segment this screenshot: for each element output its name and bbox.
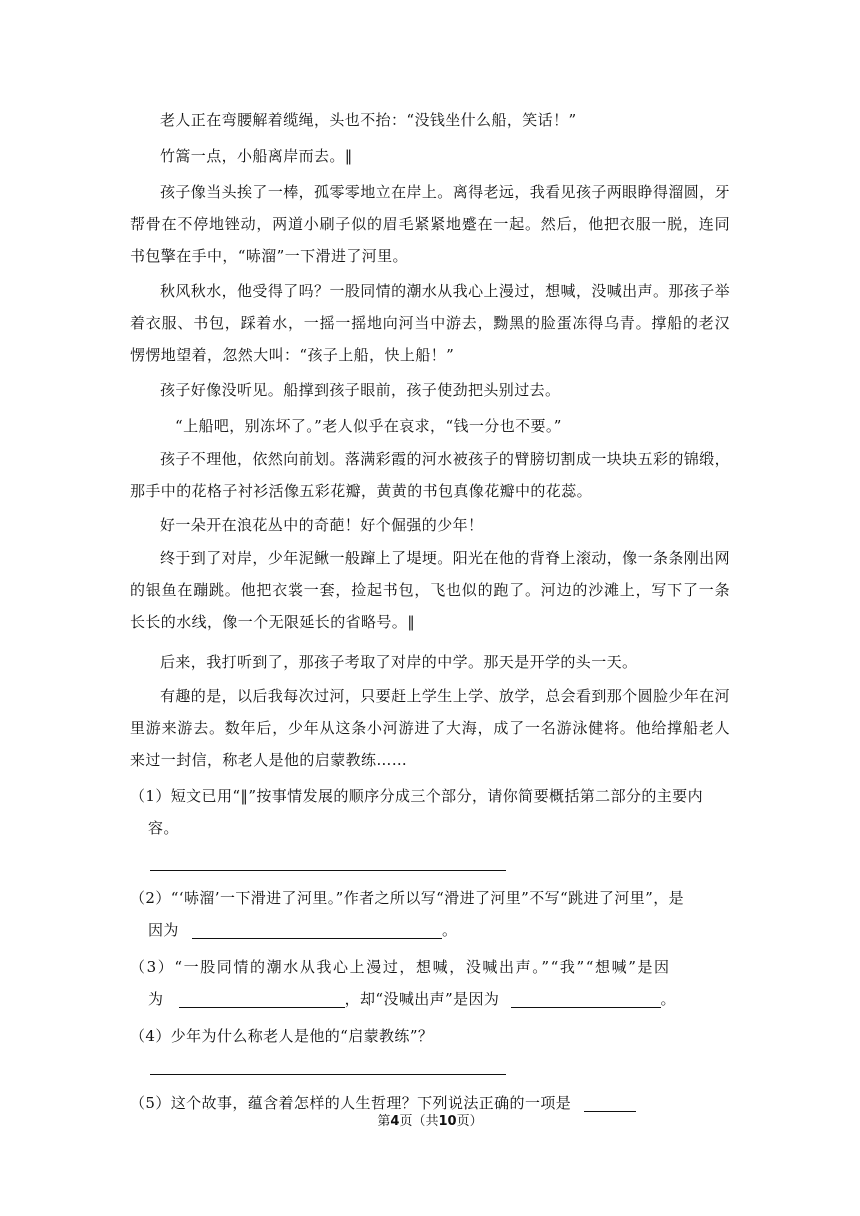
passage-paragraph-2: 竹篙一点，小船离岸而去。‖ [160, 147, 353, 165]
passage-paragraph-10: 后来，我打听到了，那孩子考取了对岸的中学。那天是开学的头一天。 [160, 653, 638, 671]
question-1-text-cont: 容。 [148, 819, 179, 837]
passage-paragraph-4: 秋风秋水，他受得了吗？一股同情的潮水从我心上漫过，想喊，没喊出声。那孩子举着衣服、书包，踩着水，一摇一摇地向河当中游去，黝黑的脸蛋冻得乌青。撑船的老汉愣愣地望着，忽然大叫：“孩子上船，快上船！” [130, 282, 730, 364]
question-3-period: 。 [660, 990, 676, 1008]
question-1-text: （1）短文已用“‖”按事情发展的顺序分成三个部分，请你简要概括第二部分的主要内 [130, 787, 703, 805]
passage-paragraph-6: “上船吧，别冻坏了。”老人似乎在哀求，“钱一分也不要。” [175, 417, 562, 435]
footer-suffix: 页） [456, 1114, 483, 1129]
question-5-text: （5）这个故事，蕴含着怎样的人生哲理？下列说法正确的一项是 [130, 1094, 572, 1112]
question-3-text-cont: 为 [148, 990, 164, 1008]
footer-prefix: 第 [377, 1114, 391, 1129]
passage-paragraph-3: 孩子像当头挨了一棒，孤零零地立在岸上。离得老远，我看见孩子两眼睁得溜圆，牙帮骨在不停地锉动，两道小刷子似的眉毛紧紧地蹙在一起。然后，他把衣服一脱，连同书包擎在手中，“哧溜”一下滑进了河里。 [130, 183, 730, 265]
answer-line-q4[interactable] [150, 1074, 506, 1075]
question-4 [130, 1020, 730, 1052]
passage-paragraph-1: 老人正在弯腰解着缆绳，头也不抬：“没钱坐什么船，笑话！” [160, 111, 577, 129]
question-4-text: （4）少年为什么称老人是他的“启蒙教练”？ [130, 1027, 434, 1045]
question-3-text: （3）“一股同情的潮水从我心上漫过，想喊，没喊出声。”“我”“想喊”是因 [130, 958, 671, 976]
passage-paragraph-9: 终于到了对岸，少年泥鳅一般蹿上了堤埂。阳光在他的背脊上滚动，像一条条刚出网的银鱼在蹦跳。他把衣裳一套，捡起书包，飞也似的跑了。河边的沙滩上，写下了一条长长的水线，像一个无限延长的省略号。‖ [130, 549, 730, 631]
answer-blank-q3a[interactable] [179, 989, 345, 1008]
question-2-text: （2）“‘哧溜’一下滑进了河里。”作者之所以写“滑进了河里”不写“跳进了河里”，是 [130, 889, 684, 907]
answer-blank-q2[interactable] [192, 920, 442, 939]
answer-line-q1[interactable] [150, 870, 506, 871]
page-footer [0, 1110, 860, 1129]
footer-total-pages: 10 [438, 1114, 457, 1129]
passage-paragraph-7: 孩子不理他，依然向前划。落满彩霞的河水被孩子的臂膀切割成一块块五彩的锦缎，那手中的花格子衬衫活像五彩花瓣，黄黄的书包真像花瓣中的花蕊。 [130, 450, 730, 500]
question-2 [130, 882, 730, 946]
footer-middle: 页（共 [399, 1114, 439, 1129]
question-2-period: 。 [441, 921, 458, 939]
question-1 [130, 780, 730, 844]
passage-paragraph-8: 好一朵开在浪花丛中的奇葩！好个倔强的少年！ [160, 516, 484, 534]
footer-page-number: 4 [390, 1114, 400, 1129]
answer-blank-q3b[interactable] [511, 989, 661, 1008]
passage-paragraph-11: 有趣的是，以后我每次过河，只要赶上学生上学、放学，总会看到那个圆脸少年在河里游来游去。数年后，少年从这条小河游进了大海，成了一名游泳健将。他给撑船老人来过一封信，称老人是他的启蒙教练…… [130, 687, 730, 769]
question-2-text-cont: 因为 [148, 921, 179, 939]
question-3-text-mid: ，却“没喊出声”是因为 [344, 990, 500, 1008]
passage-paragraph-5: 孩子好像没听见。船撑到孩子眼前，孩子使劲把头别过去。 [160, 381, 561, 399]
question-3 [130, 951, 730, 1015]
